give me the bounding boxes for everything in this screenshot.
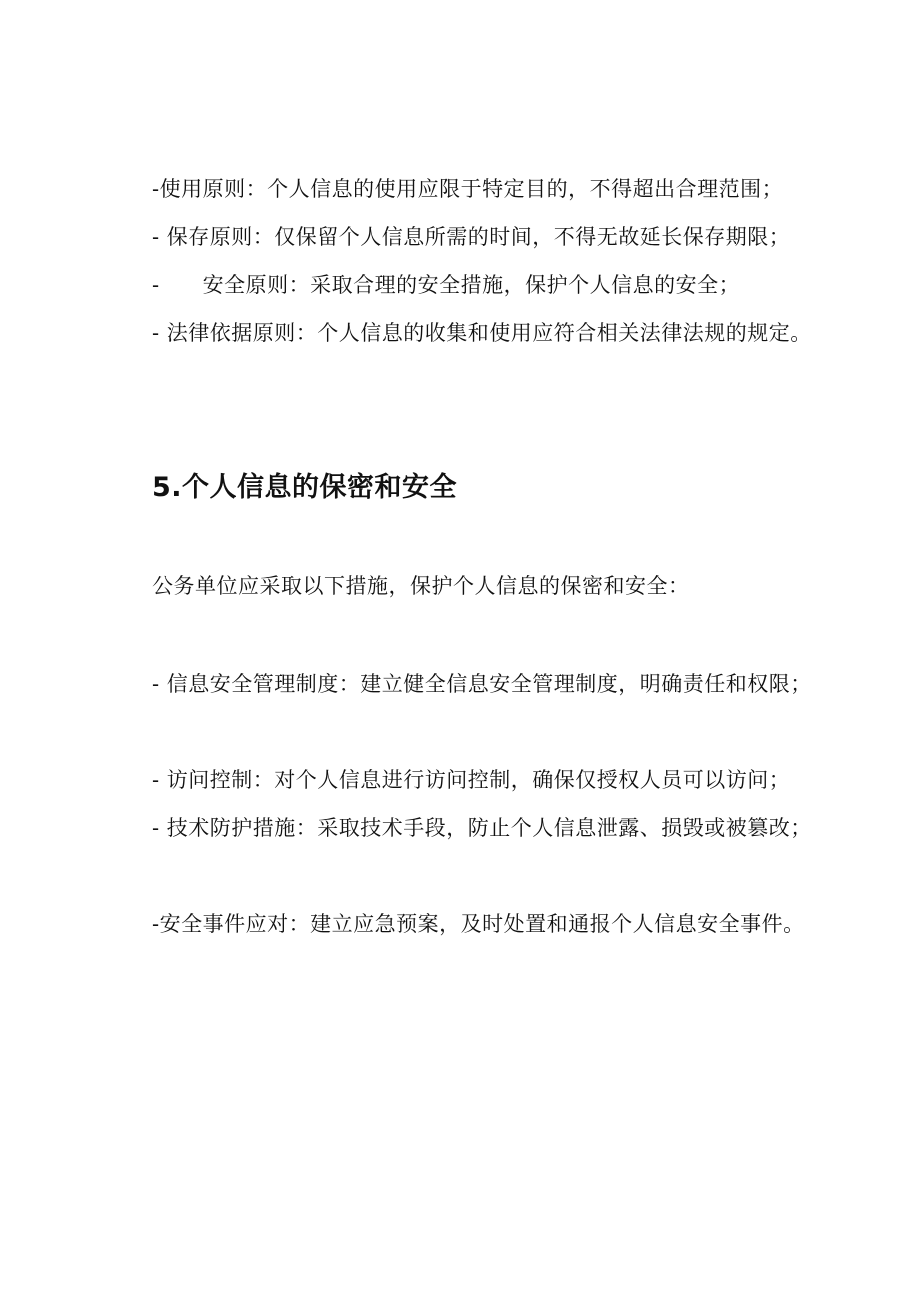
section-heading: 5.个人信息的保密和安全 bbox=[152, 472, 458, 503]
principle-security: - 安全原则：采取合理的安全措施，保护个人信息的安全； bbox=[152, 273, 741, 297]
measure-access-control: - 访问控制：对个人信息进行访问控制，确保仅授权人员可以访问； bbox=[152, 768, 791, 792]
principle-legal-basis: - 法律依据原则：个人信息的收集和使用应符合相关法律法规的规定。 bbox=[152, 321, 812, 345]
section-intro: 公务单位应采取以下措施，保护个人信息的保密和安全： bbox=[152, 574, 690, 598]
measure-management-system: - 信息安全管理制度：建立健全信息安全管理制度，明确责任和权限； bbox=[152, 672, 812, 696]
measure-incident-response: -安全事件应对：建立应急预案，及时处置和通报个人信息安全事件。 bbox=[152, 912, 805, 936]
principle-retention: - 保存原则：仅保留个人信息所需的时间，不得无故延长保存期限； bbox=[152, 225, 791, 249]
measure-technical-protection: - 技术防护措施：采取技术手段，防止个人信息泄露、损毁或被篡改； bbox=[152, 816, 812, 840]
principle-use: -使用原则：个人信息的使用应限于特定目的，不得超出合理范围； bbox=[152, 177, 784, 201]
